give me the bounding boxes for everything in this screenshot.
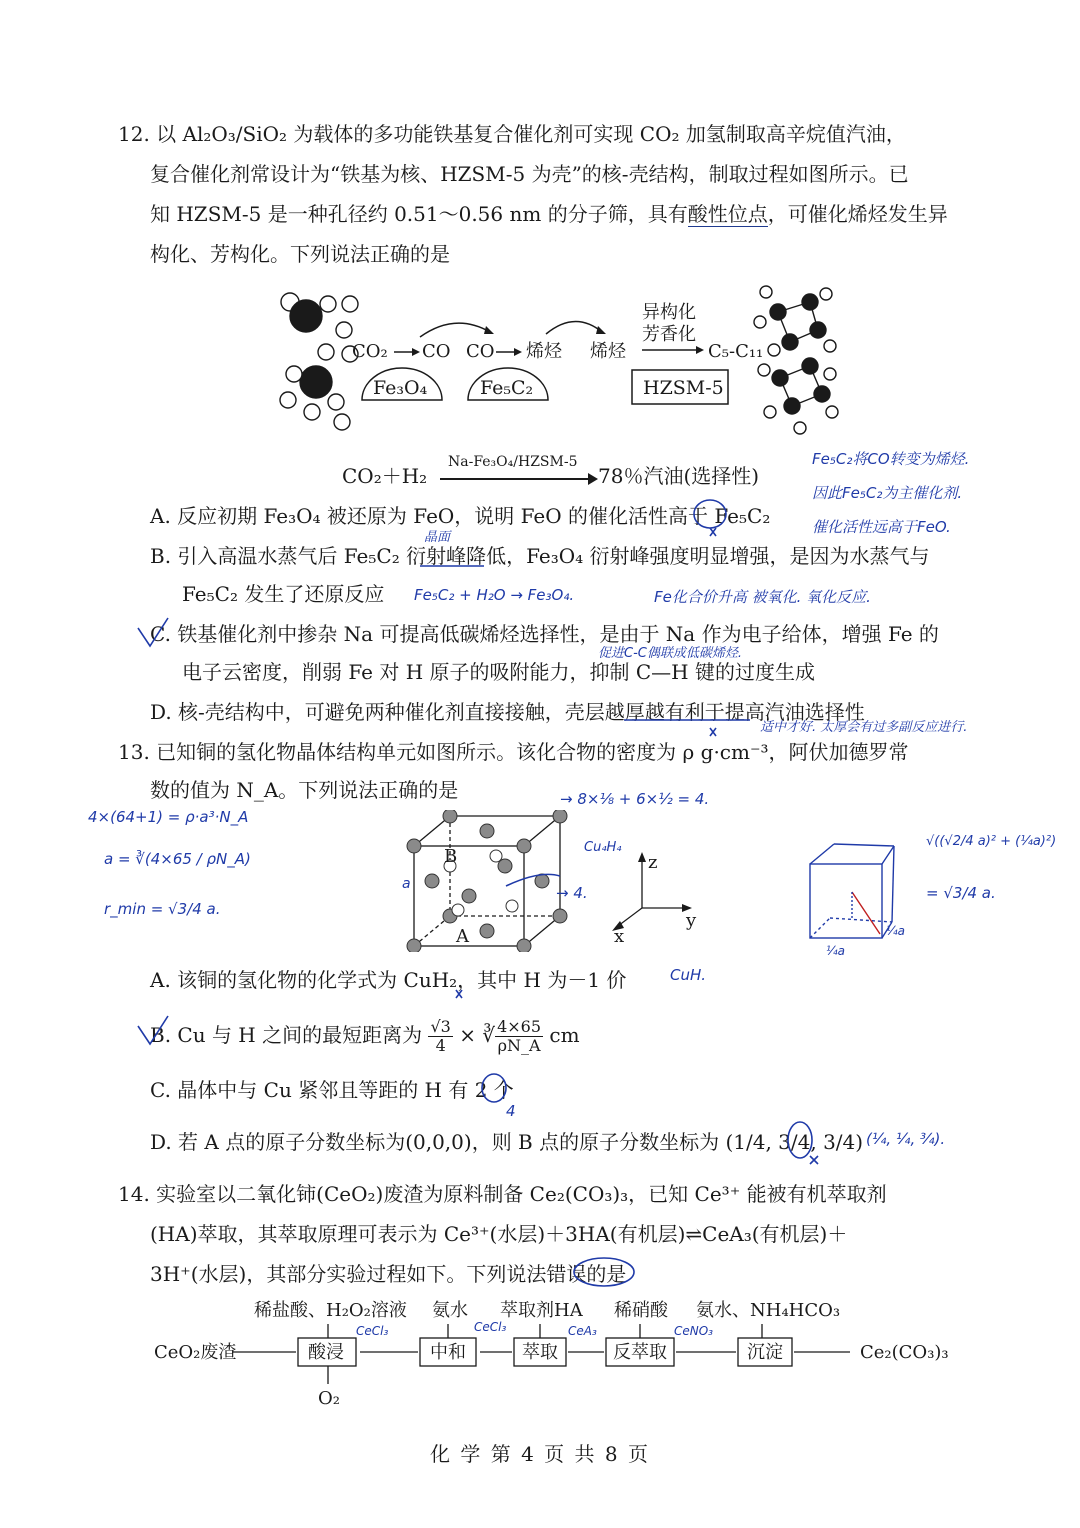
reagent-5: 氨水、NH₄HCO₃ [696, 1300, 841, 1321]
q12-option-a: A. 反应初期 Fe₃O₄ 被还原为 FeO，说明 FeO 的催化活性高于 Fe₅C₂ [150, 504, 771, 528]
hw-note-15: CuH. [670, 966, 707, 984]
hw-note-12: r_min = √3/4 a. [104, 900, 221, 918]
diagram-fe5c2: Fe₅C₂ [480, 377, 534, 399]
diagram-aromatization: 芳香化 [642, 324, 696, 345]
q14-line-1 [118, 1180, 887, 1208]
q14-number: 14. [118, 1182, 150, 1206]
hw-note-16: √((√2/4 a)² + (¼a)²) [926, 834, 1057, 849]
hw-note-24: CeA₃ [568, 1324, 597, 1338]
q12-option-c-1: C. 铁基催化剂中掺杂 Na 可提高低碳烯烃选择性，是由于 Na 作为电子给体，增强 Fe 的 [150, 622, 939, 646]
option-d-coord: (1/4, 3/4, 3/4) [725, 1130, 864, 1154]
q13-line-1 [118, 738, 909, 766]
step-2-label: 中和 [430, 1342, 466, 1363]
hw-note-5: Fe₅C₂ + H₂O → Fe₃O₄. [414, 586, 575, 604]
arrowhead [412, 348, 420, 356]
q12-line-2: 复合催化剂常设计为“铁基为核、HZSM-5 为壳”的核-壳结构，制取过程如图所示。已 [150, 162, 909, 186]
hw-note-14: → 4. [556, 884, 588, 902]
reagent-3: 萃取剂HA [500, 1300, 583, 1321]
hw-note-21: (¼, ¼, ¾). [866, 1130, 946, 1148]
hw-note-1: Fe₅C₂将CO转变为烯烃. [812, 450, 970, 468]
q13-option-c: C. 晶体中与 Cu 紧邻且等距的 H 有 2 个 [150, 1078, 514, 1102]
diagram-olefin-b: 烯烃 [590, 341, 626, 362]
diagram-fe3o4: Fe₃O₄ [373, 377, 428, 399]
option-d-text: D. 若 A 点的原子分数坐标为(0,0,0)，则 B 点的原子分数坐标为 [150, 1130, 720, 1154]
curved-arrow-2 [546, 321, 602, 334]
option-b-times: × [459, 1023, 476, 1047]
hw-note-22: CeCl₃ [356, 1324, 389, 1338]
q13-axes [606, 850, 702, 942]
hw-note-2: 因此Fe₅C₂为主催化剂. [812, 484, 963, 502]
q12-option-b-2: Fe₅C₂ 发生了还原反应 [182, 582, 385, 606]
equation-arrow-shaft [440, 478, 590, 480]
diagram-olefin-a: 烯烃 [526, 341, 562, 362]
diagram-co-b: CO [466, 341, 495, 362]
point-b-label: B [444, 846, 458, 867]
q13-stem-1: 已知铜的氢化物晶体结构单元如图所示。该化合物的密度为 ρ g·cm⁻³，阿伏加德罗常 [156, 740, 909, 764]
arrowhead [514, 348, 522, 356]
option-b-text: B. Cu 与 H 之间的最短距离为 [150, 1023, 423, 1047]
hw-note-3: 催化活性远高于FeO. [812, 518, 951, 536]
page-footer: 化 学 第 4 页 共 8 页 [430, 1442, 650, 1466]
q14-line-3: 3H⁺(水层)，其部分实验过程如下。下列说法错误的是 [150, 1262, 627, 1286]
reagent-1: 稀盐酸、H₂O₂溶液 [254, 1300, 407, 1321]
diagram-co-a: CO [422, 341, 451, 362]
hw-note-23: CeCl₃ [474, 1320, 507, 1334]
step-4-label: 反萃取 [613, 1342, 667, 1363]
step-1-label: 酸浸 [308, 1342, 344, 1363]
q12-process-diagram [270, 282, 840, 442]
q13-line-2: 数的值为 N_A。下列说法正确的是 [150, 778, 459, 802]
point-a-label: A [456, 926, 469, 947]
q14-line-2: (HA)萃取，其萃取原理可表示为 Ce³⁺(水层)＋3HA(有机层)⇌CeA₃(有机层)＋ [150, 1222, 848, 1246]
axis-y: y [686, 910, 697, 931]
q12-option-c-2: 电子云密度，削弱 Fe 对 H 原子的吸附能力，抑制 C—H 键的过度生成 [182, 660, 815, 684]
flow-end: Ce₂(CO₃)₃ [860, 1342, 949, 1363]
q13-option-d [150, 1128, 863, 1156]
reagent-2: 氨水 [432, 1300, 468, 1321]
hw-note-26: a [402, 876, 411, 892]
reagent-4: 稀硝酸 [614, 1300, 668, 1321]
q12-option-d: D. 核-壳结构中，可避免两种催化剂直接接触，壳层越厚越有利于提高汽油选择性 [150, 700, 865, 724]
aromatic-molecule [754, 286, 838, 434]
flow-byproduct: O₂ [318, 1388, 340, 1409]
flow-start: CeO₂废渣 [154, 1342, 237, 1363]
q13-number: 13. [118, 740, 150, 764]
axis-x: x [614, 926, 625, 942]
axis-z: z [648, 852, 658, 873]
curved-arrow-1 [420, 323, 490, 337]
equation-condition: Na-Fe₃O₄/HZSM-5 [448, 454, 578, 470]
hw-note-8: 适中才好. 太厚会有过多副反应进行. [760, 720, 968, 735]
q12-underlined-acid-site: 酸性位点 [687, 202, 768, 226]
diagram-co2: CO₂ [352, 341, 388, 362]
hw-note-13: Cu₄H₄ [584, 840, 622, 855]
hw-note-20: 4 [506, 1102, 516, 1120]
arrowhead [696, 346, 704, 354]
hw-note-10: 4×(64+1) = ρ·a³·N_A [88, 808, 249, 826]
q12-line-4: 构化、芳构化。下列说法正确的是 [150, 242, 450, 266]
hw-note-18: ¼a [886, 924, 905, 938]
option-b-unit: cm [549, 1023, 580, 1047]
q13-option-a: A. 该铜的氢化物的化学式为 CuH₂，其中 H 为－1 价 [150, 968, 627, 992]
hw-note-19: ¼a [826, 944, 845, 958]
q12-line-3 [150, 200, 948, 228]
diagram-hzsm5: HZSM-5 [643, 377, 724, 399]
option-b-fraction: $\frac{√3}{4}$ [430, 1017, 451, 1055]
q12-number: 12. [118, 122, 150, 146]
q13-option-b [150, 1018, 580, 1055]
hw-note-6: Fe化合价升高 被氧化. 氧化反应. [654, 588, 871, 606]
q12-stem-3b: ，可催化烯烃发生异 [767, 202, 948, 226]
equation-arrow-head [588, 473, 598, 485]
catalyst-atoms-left [280, 293, 358, 430]
step-3-label: 萃取 [522, 1342, 558, 1363]
q12-line-1 [118, 120, 906, 148]
hw-note-25: CeNO₃ [674, 1324, 713, 1338]
q13-crystal-cell [400, 810, 570, 952]
option-b-cuberoot: ∛ [482, 1023, 496, 1047]
q12-option-b-1: B. 引入高温水蒸气后 Fe₅C₂ 衍射峰降低，Fe₃O₄ 衍射峰强度明显增强，是因为水蒸气与 [150, 544, 930, 568]
q12-stem-1: 以 Al₂O₃/SiO₂ 为载体的多功能铁基复合催化剂可实现 CO₂ 加氢制取高辛烷值汽油， [156, 122, 906, 146]
q14-stem-1: 实验室以二氧化铈(CeO₂)废渣为原料制备 Ce₂(CO₃)₃，已知 Ce³⁺ 能被有机萃取剂 [156, 1182, 887, 1206]
hw-note-4: 晶面 [424, 530, 451, 545]
option-b-radicand: $\frac{4\times 65}{\rho N\_A}$ [497, 1017, 542, 1055]
equation-products: 78％汽油(选择性) [598, 464, 760, 488]
step-5-label: 沉淀 [747, 1342, 783, 1363]
equation-reactants: CO₂＋H₂ [342, 464, 428, 488]
arrowhead [596, 326, 606, 334]
q12-stem-3a: 知 HZSM-5 是一种孔径约 0.51～0.56 nm 的分子筛，具有 [150, 202, 688, 226]
q14-flow-diagram [150, 1296, 970, 1412]
hw-note-9: → 8×⅛ + 6×½ = 4. [560, 790, 710, 808]
diagram-isomerization: 异构化 [642, 302, 696, 323]
hw-note-11: a = ∛(4×65 / ρN_A) [104, 850, 251, 868]
q12-equation [342, 462, 427, 490]
hw-note-7: 促进C-C偶联成低碳烯烃. [598, 646, 742, 661]
hw-note-17: = √3/4 a. [926, 884, 996, 902]
diagram-product: C₅-C₁₁ [708, 341, 764, 362]
arrowhead [484, 326, 494, 334]
